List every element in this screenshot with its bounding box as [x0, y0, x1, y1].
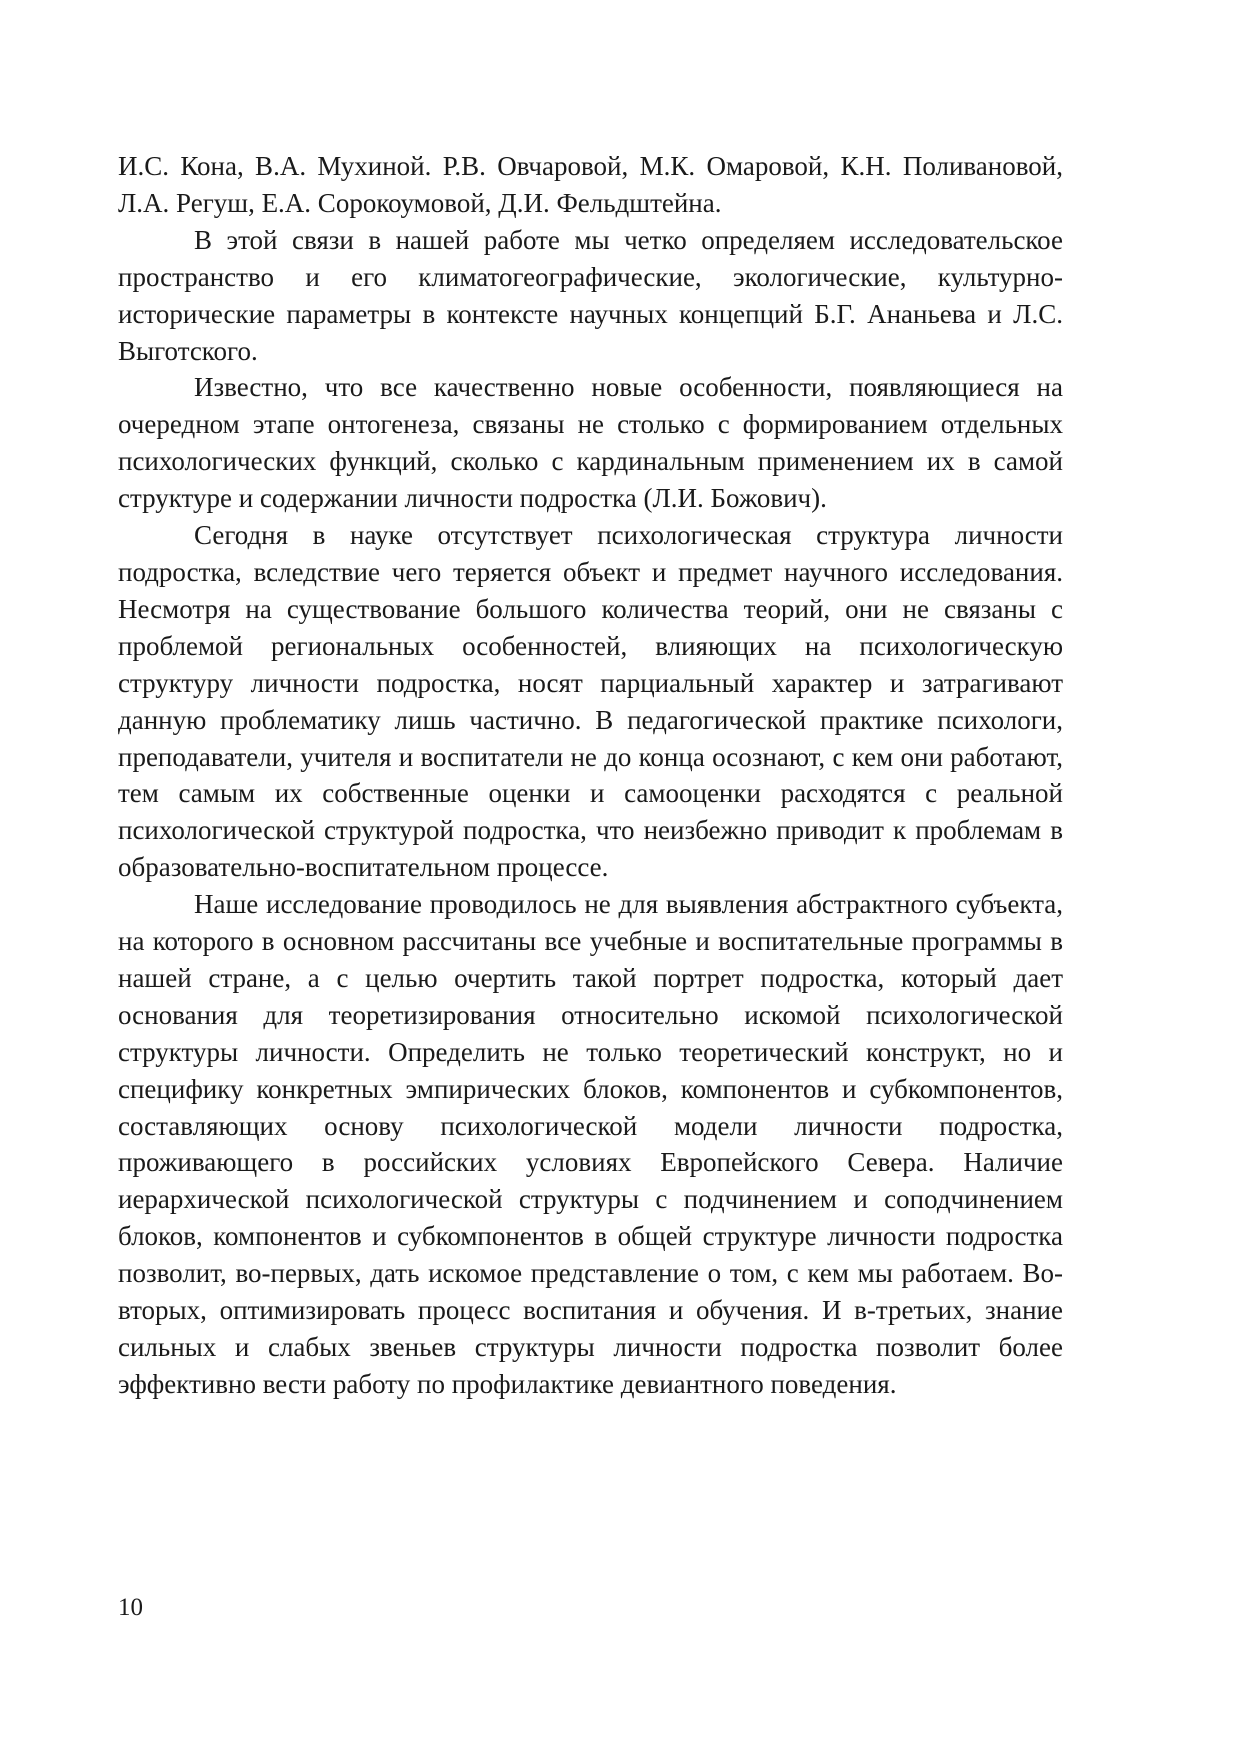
paragraph-continuation: И.С. Кона, В.А. Мухиной. Р.В. Овчаровой, М.К. Омаровой, К.Н. Поливановой, Л.А. Регуш, Е.А. Сорокоумовой, Д.И. Фельдштейна.: [118, 151, 1063, 218]
paragraph-research-space: В этой связи в нашей работе мы четко определяем исследовательское пространство и его климатогеографические, экологические, культурно-исторические параметры в контексте научных концепций Б.Г. Ананьева и Л.С. Выготского.: [118, 224, 1063, 366]
paragraph-ontogenesis: Известно, что все качественно новые особенности, появляющиеся на очередном этапе онтогенеза, связаны не столько с формированием отдельных психологических функций, сколько с кардинальным применением их в самой структуре и содержании личности подростка (Л.И. Божович).: [118, 372, 1063, 514]
page-number: 10: [118, 1594, 143, 1621]
page-body: [118, 148, 1063, 1403]
paragraph-research-goal: Наше исследование проводилось не для выявления абстрактного субъекта, на которого в основном рассчитаны все учебные и воспитательные программы в нашей стране, а с целью очертить такой портрет подростка, который дает основания для теоретизирования относительно искомой психологической структуры личности. Определить не только теоретический конструкт, но и специфику конкретных эмпирических блоков, компонентов и субкомпонентов, составляющих основу психологической модели личности подростка, проживающего в российских условиях Европейского Севера. Наличие иерархической психологической структуры с подчинением и соподчинением блоков, компонентов и субкомпонентов в общей структуре личности подростка позволит, во-первых, дать искомое представление о том, с кем мы работаем. Во-вторых, оптимизировать процесс воспитания и обучения. И в-третьих, знание сильных и слабых звеньев структуры личности подростка позволит более эффективно вести работу по профилактике девиантного поведения.: [118, 889, 1063, 1399]
paragraph-missing-structure: Сегодня в науке отсутствует психологическая структура личности подростка, вследствие чего теряется объект и предмет научного исследования. Несмотря на существование большого количества теорий, они не связаны с проблемой региональных особенностей, влияющих на психологическую структуру личности подростка, носят парциальный характер и затрагивают данную проблематику лишь частично. В педагогической практике психологи, преподаватели, учителя и воспитатели не до конца осознают, с кем они работают, тем самым их собственные оценки и самооценки расходятся с реальной психологической структурой подростка, что неизбежно приводит к проблемам в образовательно-воспитательном процессе.: [118, 520, 1063, 883]
